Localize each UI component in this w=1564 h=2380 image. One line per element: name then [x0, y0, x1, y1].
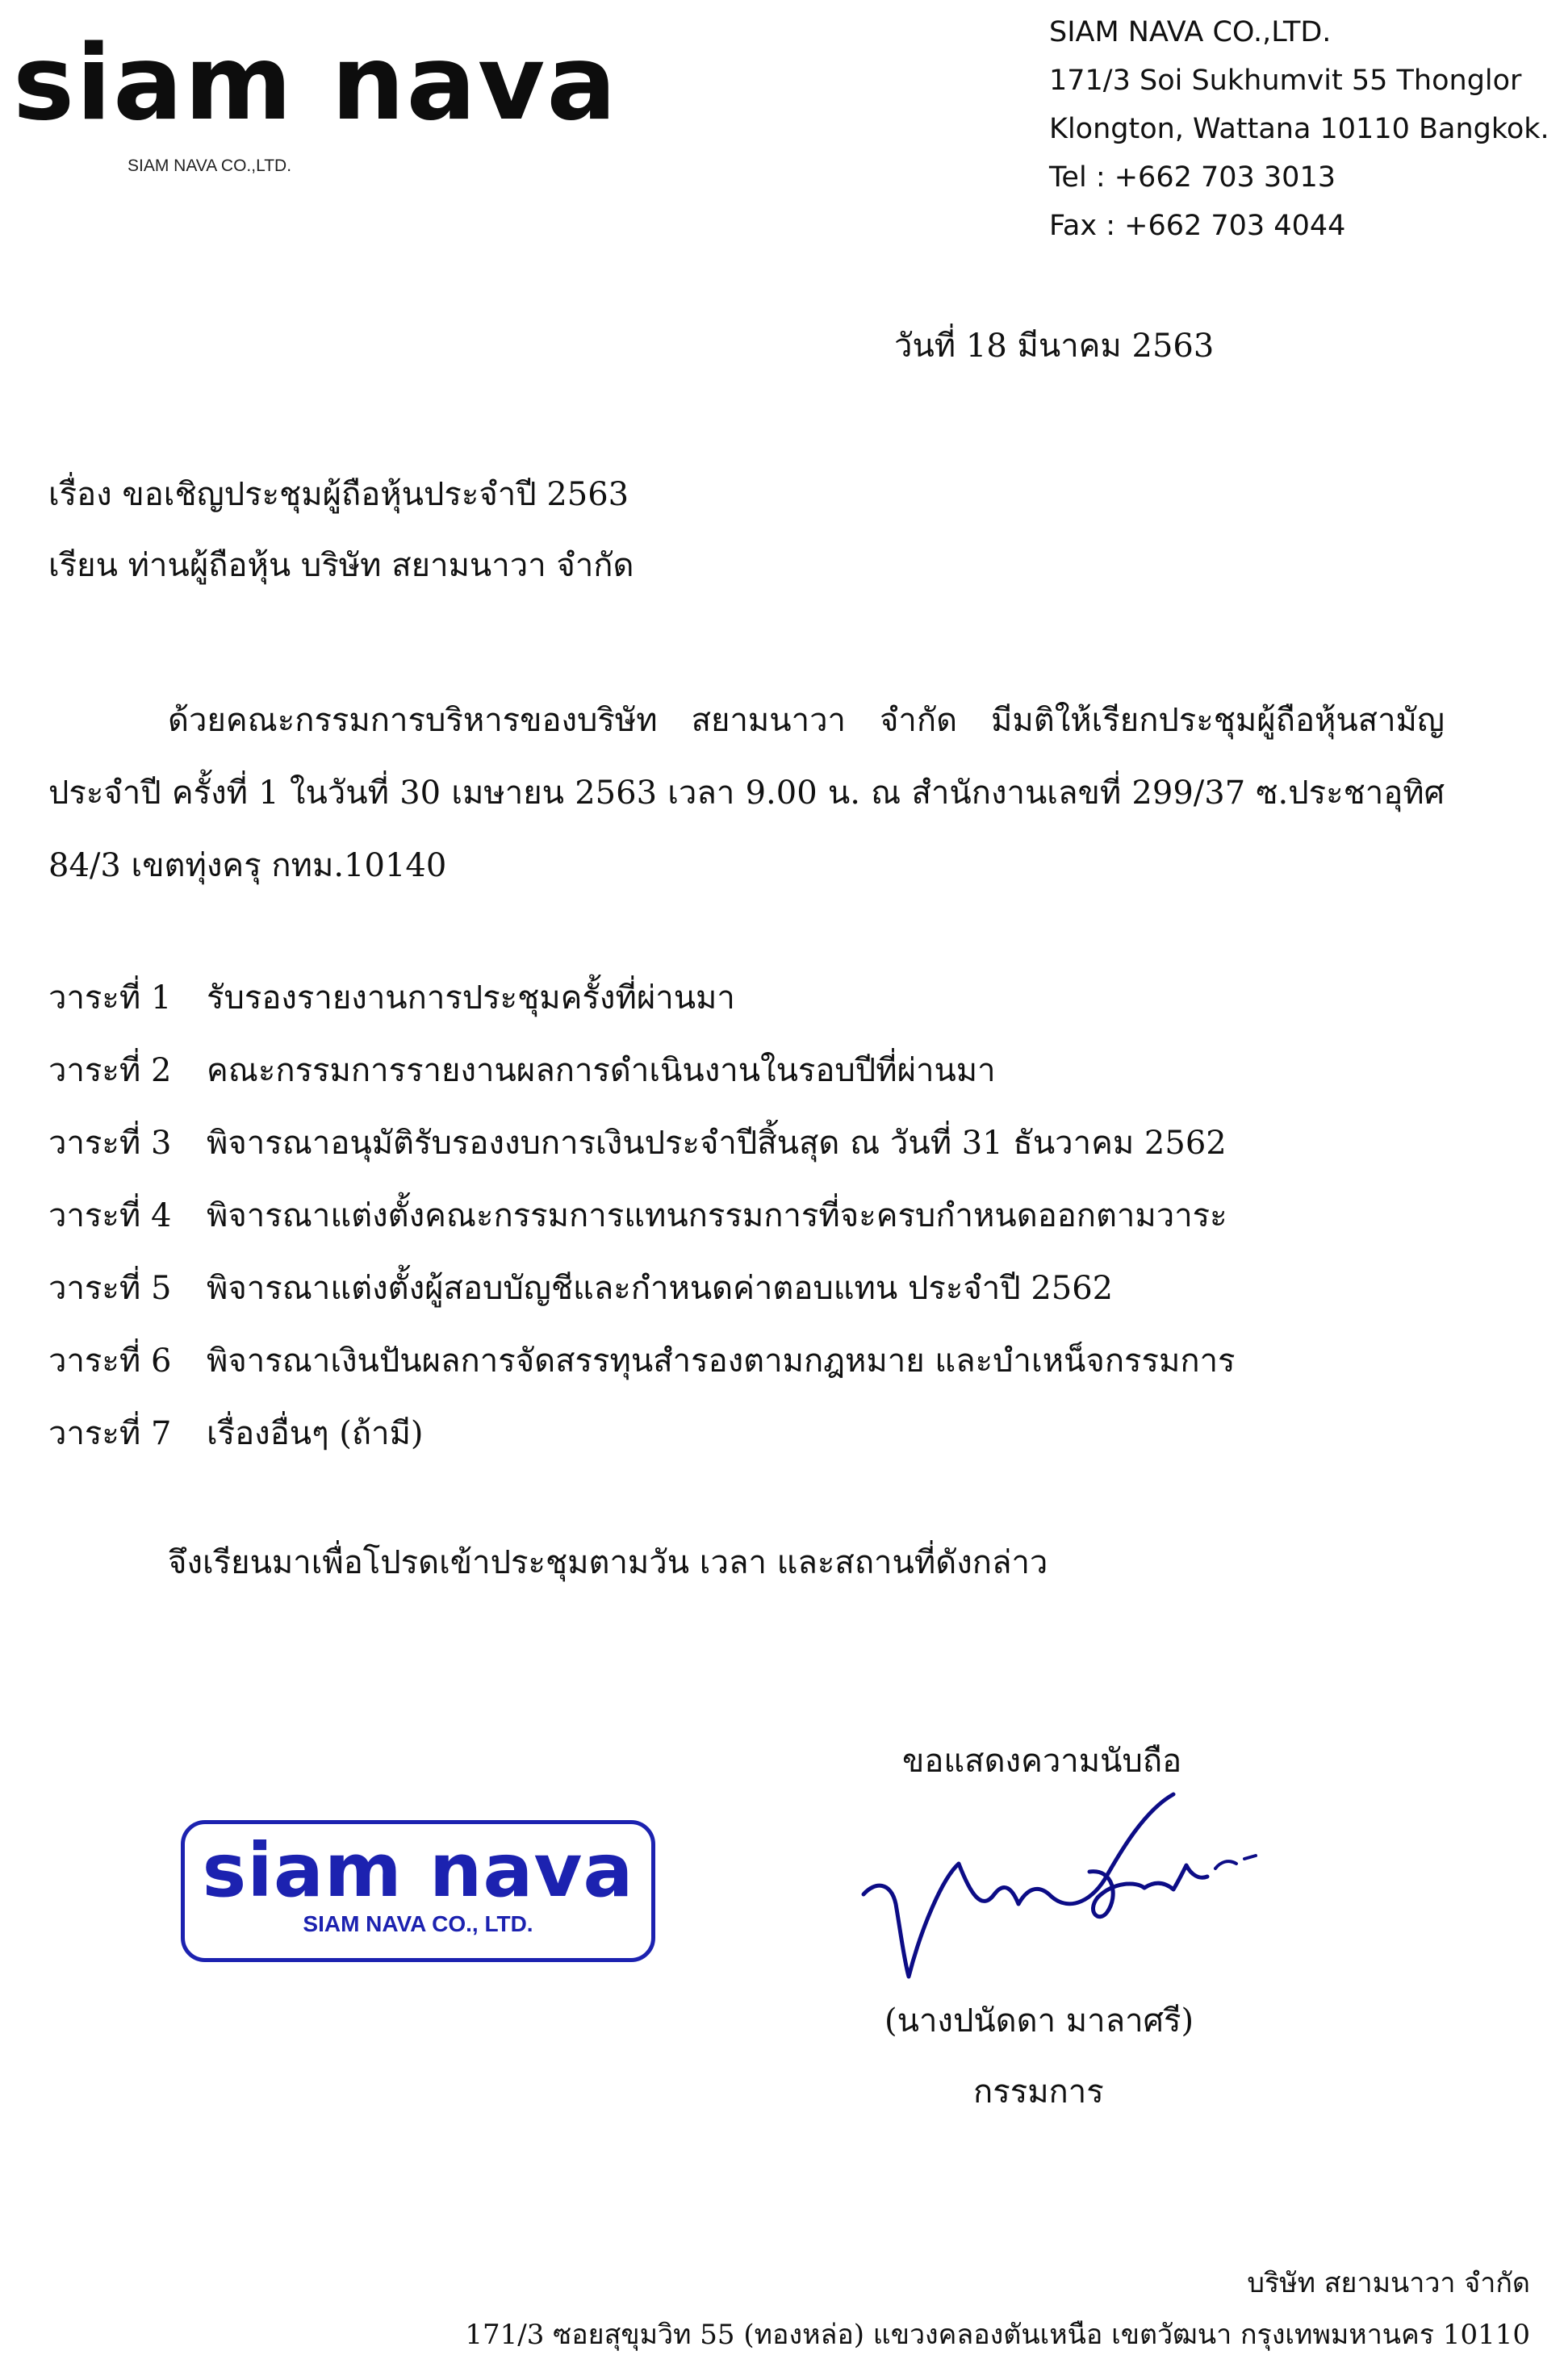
agenda-text: พิจารณาอนุมัติรับรองงบการเงินประจำปีสิ้นสุด ณ วันที่ 31 ธันวาคม 2562: [207, 1125, 1227, 1162]
company-city: Klongton, Wattana 10110 Bangkok.: [1049, 113, 1549, 145]
stamp-logo: siam nava: [202, 1827, 634, 1914]
agenda-item: [48, 1252, 1236, 1325]
letter-subject: เรื่อง ขอเชิญประชุมผู้ถือหุ้นประจำปี 2563: [48, 476, 629, 513]
agenda-item: [48, 1107, 1236, 1180]
agenda-number: วาระที่ 5: [48, 1270, 172, 1307]
agenda-text: พิจารณาเงินปันผลการจัดสรรทุนสำรองตามกฎหมาย และบำเหน็จกรรมการ: [207, 1342, 1236, 1380]
agenda-item: [48, 1397, 1236, 1470]
agenda-number: วาระที่ 6: [48, 1342, 172, 1380]
agenda-item: [48, 1034, 1236, 1107]
agenda-number: วาระที่ 7: [48, 1415, 172, 1452]
agenda-text: รับรองรายงานการประชุมครั้งที่ผ่านมา: [207, 979, 735, 1017]
agenda-number: วาระที่ 4: [48, 1197, 172, 1234]
letter-regards: ขอแสดงความนับถือ: [902, 1743, 1182, 1780]
agenda-item: [48, 1325, 1236, 1397]
agenda-number: วาระที่ 2: [48, 1052, 172, 1089]
agenda-item: [48, 1180, 1236, 1252]
agenda-text: คณะกรรมการรายงานผลการดำเนินงานในรอบปีที่ผ่านมา: [207, 1052, 996, 1089]
company-phone: Tel : +662 703 3013: [1049, 161, 1336, 194]
company-address-block: [1049, 8, 1549, 250]
signer-position: กรรมการ: [973, 2073, 1104, 2111]
agenda-list: [48, 962, 1236, 1470]
company-logo: siam nava: [13, 23, 618, 144]
letter-closing: จึงเรียนมาเพื่อโปรดเข้าประชุมตามวัน เวลา และสถานที่ดังกล่าว: [168, 1544, 1048, 1581]
company-fax: Fax : +662 703 4044: [1049, 210, 1346, 242]
company-logo-subtitle: SIAM NAVA CO.,LTD.: [128, 157, 292, 175]
signature: [847, 1791, 1267, 1993]
letter-salutation: เรียน ท่านผู้ถือหุ้น บริษัท สยามนาวา จำกัด: [48, 547, 634, 584]
letter-paragraph: ด้วยคณะกรรมการบริหารของบริษัท สยามนาวา จำกัด มีมติให้เรียกประชุมผู้ถือหุ้นสามัญประจำปี ครั้งที่ 1 ในวันที่ 30 เมษายน 2563 เวลา 9.00 น. ณ สำนักงานเลขที่ 299/37 ซ.ประชาอุทิศ 84/3 เขตทุ่งครุ กทม.10140: [48, 702, 1445, 884]
agenda-text: พิจารณาแต่งตั้งคณะกรรมการแทนกรรมการที่จะครบกำหนดออกตามวาระ: [207, 1197, 1227, 1234]
stamp-subtitle: SIAM NAVA CO., LTD.: [303, 1911, 533, 1936]
agenda-item: [48, 962, 1236, 1034]
signer-name: (นางปนัดดา มาลาศรี): [884, 2002, 1194, 2040]
company-stamp: [181, 1820, 655, 1962]
company-name: SIAM NAVA CO.,LTD.: [1049, 16, 1332, 48]
agenda-text: พิจารณาแต่งตั้งผู้สอบบัญชีและกำหนดค่าตอบแทน ประจำปี 2562: [207, 1270, 1114, 1307]
footer-address: 171/3 ซอยสุขุมวิท 55 (ทองหล่อ) แขวงคลองตันเหนือ เขตวัฒนา กรุงเทพมหานคร 10110: [465, 2319, 1530, 2351]
footer-company: บริษัท สยามนาวา จำกัด: [1247, 2267, 1530, 2299]
agenda-text: เรื่องอื่นๆ (ถ้ามี): [207, 1415, 424, 1452]
agenda-number: วาระที่ 3: [48, 1125, 172, 1162]
letter-date: วันที่ 18 มีนาคม 2563: [894, 328, 1215, 365]
company-street: 171/3 Soi Sukhumvit 55 Thonglor: [1049, 65, 1522, 97]
agenda-number: วาระที่ 1: [48, 979, 172, 1017]
